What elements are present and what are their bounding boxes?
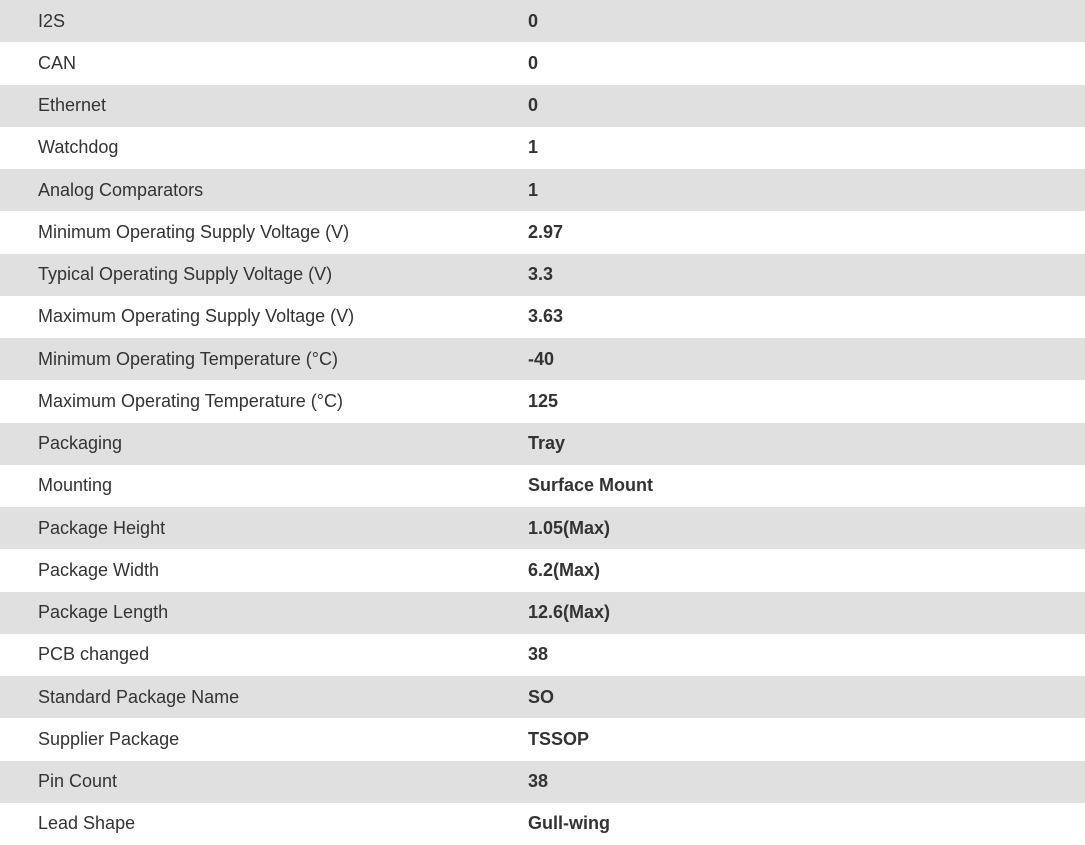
spec-row-pin-count [0, 761, 1085, 803]
spec-row-watchdog [0, 127, 1085, 169]
spec-row-can [0, 42, 1085, 84]
spec-value: 0 [528, 95, 539, 116]
spec-row-lead-shape [0, 803, 1085, 845]
spec-row-package-height [0, 507, 1085, 549]
spec-value: 3.3 [528, 264, 554, 285]
spec-label: PCB changed [38, 644, 150, 665]
spec-label: I2S [38, 10, 66, 31]
spec-label: Pin Count [38, 771, 118, 792]
spec-row-mounting [0, 465, 1085, 507]
spec-row-i2s [0, 0, 1085, 42]
spec-row-package-length [0, 592, 1085, 634]
spec-row-supplier-package [0, 718, 1085, 760]
spec-label: Minimum Operating Temperature (°C) [38, 348, 338, 369]
spec-row-typ-supply-voltage [0, 254, 1085, 296]
spec-value: 0 [528, 10, 539, 31]
spec-row-packaging [0, 423, 1085, 465]
spec-value: 1.05(Max) [528, 517, 611, 538]
spec-value: 1 [528, 179, 539, 200]
spec-label: Package Width [38, 559, 160, 580]
spec-label: Minimum Operating Supply Voltage (V) [38, 221, 350, 242]
spec-value: 12.6(Max) [528, 602, 611, 623]
spec-label: Ethernet [38, 95, 107, 116]
spec-row-package-width [0, 549, 1085, 591]
spec-label: Mounting [38, 475, 113, 496]
spec-label: Standard Package Name [38, 686, 240, 707]
spec-label: Analog Comparators [38, 179, 204, 200]
spec-value: Surface Mount [528, 475, 654, 496]
spec-value: -40 [528, 348, 555, 369]
spec-row-standard-package-name [0, 676, 1085, 718]
spec-label: Packaging [38, 433, 123, 454]
spec-value: 6.2(Max) [528, 559, 601, 580]
spec-label: Maximum Operating Temperature (°C) [38, 390, 343, 411]
spec-value: 0 [528, 52, 539, 73]
spec-value: 38 [528, 771, 549, 792]
spec-value: Tray [528, 433, 566, 454]
spec-label: Supplier Package [38, 728, 180, 749]
spec-row-min-temperature [0, 338, 1085, 380]
spec-row-min-supply-voltage [0, 211, 1085, 253]
spec-row-max-temperature [0, 380, 1085, 422]
spec-row-pcb-changed [0, 634, 1085, 676]
spec-label: CAN [38, 52, 77, 73]
spec-label: Package Height [38, 517, 166, 538]
spec-value: 38 [528, 644, 549, 665]
spec-value: 2.97 [528, 221, 564, 242]
spec-row-ethernet [0, 85, 1085, 127]
spec-value: SO [528, 686, 555, 707]
spec-row-max-supply-voltage [0, 296, 1085, 338]
spec-value: 3.63 [528, 306, 564, 327]
spec-label: Package Length [38, 602, 169, 623]
spec-value: TSSOP [528, 728, 590, 749]
spec-label: Lead Shape [38, 813, 136, 834]
spec-label: Typical Operating Supply Voltage (V) [38, 264, 333, 285]
spec-value: 125 [528, 390, 559, 411]
spec-label: Maximum Operating Supply Voltage (V) [38, 306, 355, 327]
spec-row-analog-comparators [0, 169, 1085, 211]
spec-value: Gull-wing [528, 813, 610, 834]
spec-value: 1 [528, 137, 539, 158]
spec-label: Watchdog [38, 137, 119, 158]
